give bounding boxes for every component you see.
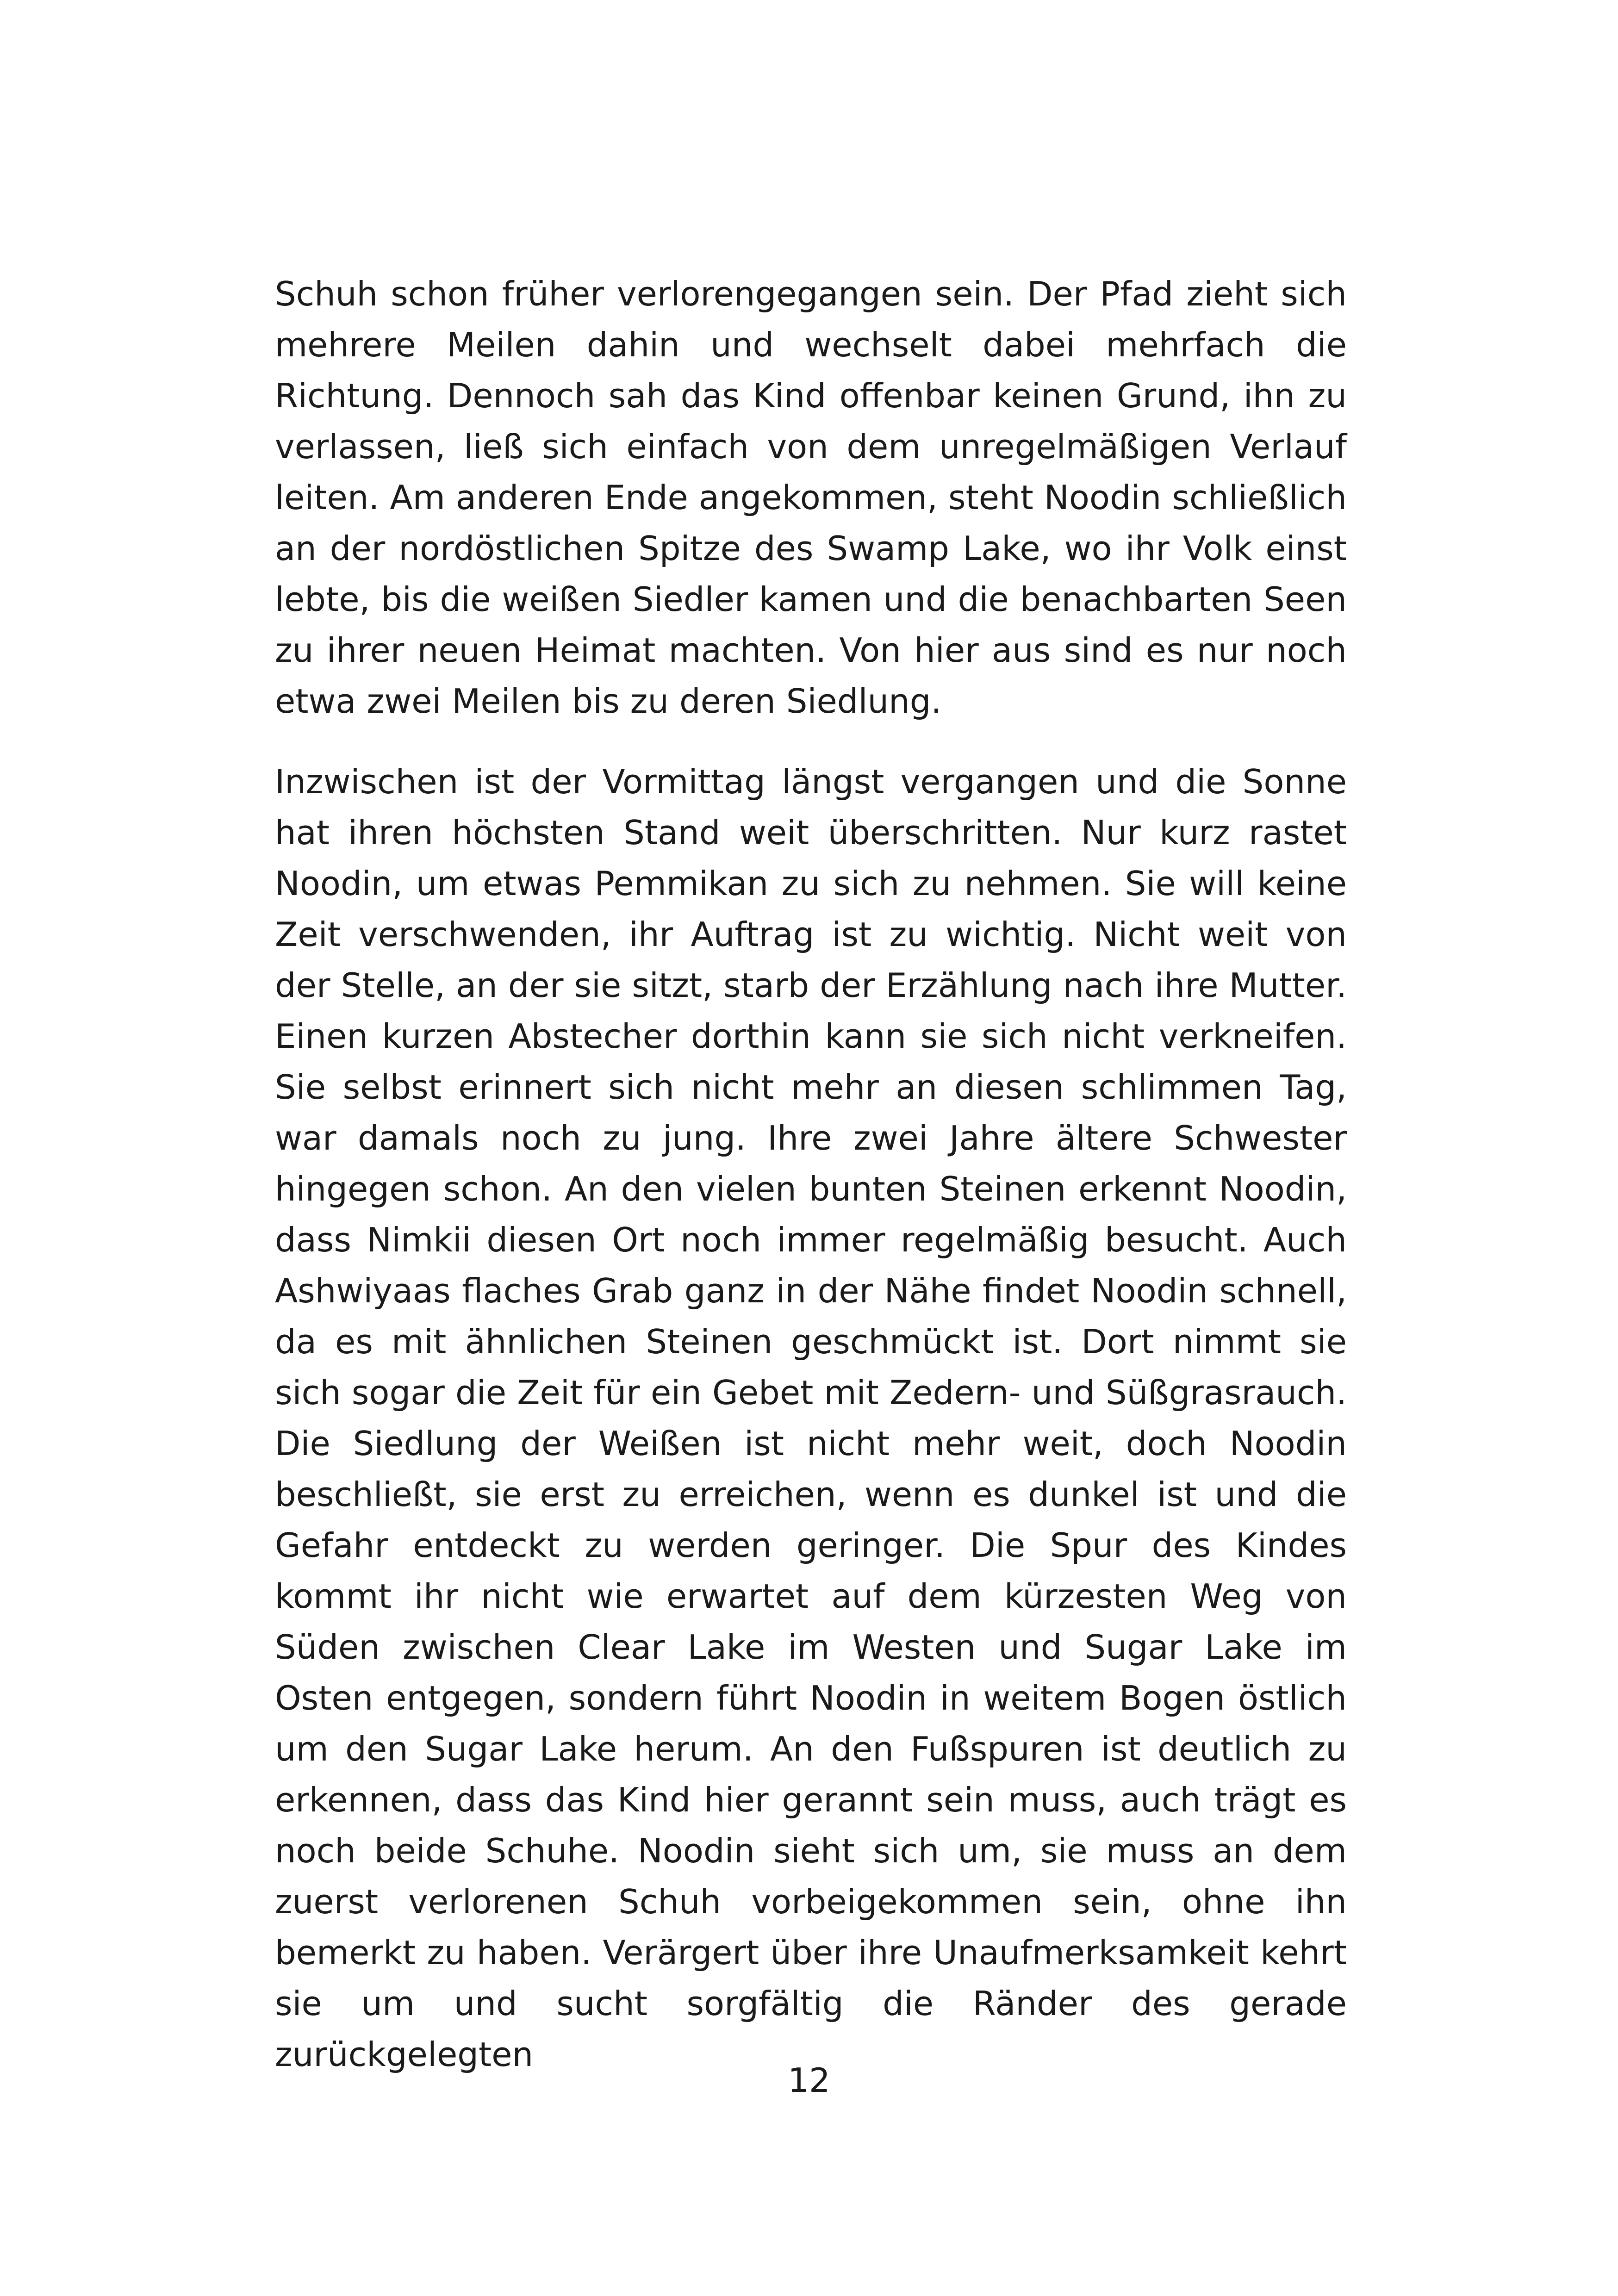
page-number: 12 <box>788 2061 830 2100</box>
paragraph-2: Inzwischen ist der Vormittag längst vergangen und die Sonne hat ihren höchsten Stand weit überschritten. Nur kurz rastet Noodin, um etwas Pemmikan zu sich zu nehmen. Sie will keine Zeit verschwenden, ihr Auftrag ist zu wichtig. Nicht weit von der Stelle, an der sie sitzt, starb der Erzählung nach ihre Mutter. Einen kurzen Abstecher dorthin kann sie sich nicht verkneifen. Sie selbst erinnert sich nicht mehr an diesen schlimmen Tag, war damals noch zu jung. Ihre zwei Jahre ältere Schwester hingegen schon. An den vielen bunten Steinen erkennt Noodin, dass Nimkii diesen Ort noch immer regelmäßig besucht. Auch Ashwiyaas flaches Grab ganz in der Nähe findet Noodin schnell, da es mit ähnlichen Steinen geschmückt ist. Dort nimmt sie sich sogar die Zeit für ein Gebet mit Zedern- und Süßgrasrauch. Die Siedlung der Weißen ist nicht mehr weit, doch Noodin beschließt, sie erst zu erreichen, wenn es dunkel ist und die Gefahr entdeckt zu werden geringer. Die Spur des Kindes kommt ihr nicht wie erwartet auf dem kürzesten Weg von Süden zwischen Clear Lake im Westen und Sugar Lake im Osten entgegen, sondern führt Noodin in weitem Bogen östlich um den Sugar Lake herum. An den Fußspuren ist deutlich zu erkennen, dass das Kind hier gerannt sein muss, auch trägt es noch beide Schuhe. Noodin sieht sich um, sie muss an dem zuerst verlorenen Schuh vorbeigekommen sein, ohne ihn bemerkt zu haben. Verärgert über ihre Unaufmerksamkeit kehrt sie um und sucht sorgfältig die Ränder des gerade zurückgelegten <box>275 762 1347 2074</box>
paragraph-1: Schuh schon früher verlorengegangen sein. Der Pfad zieht sich mehrere Meilen dahin und wechselt dabei mehrfach die Richtung. Dennoch sah das Kind offenbar keinen Grund, ihn zu verlassen, ließ sich einfach von dem unregelmäßigen Verlauf leiten. Am anderen Ende angekommen, steht Noodin schließlich an der nordöstlichen Spitze des Swamp Lake, wo ihr Volk einst lebte, bis die weißen Siedler kamen und die benachbarten Seen zu ihrer neuen Heimat machten. Von hier aus sind es nur noch etwa zwei Meilen bis zu deren Siedlung. <box>275 274 1347 721</box>
body-text <box>275 268 1347 2080</box>
